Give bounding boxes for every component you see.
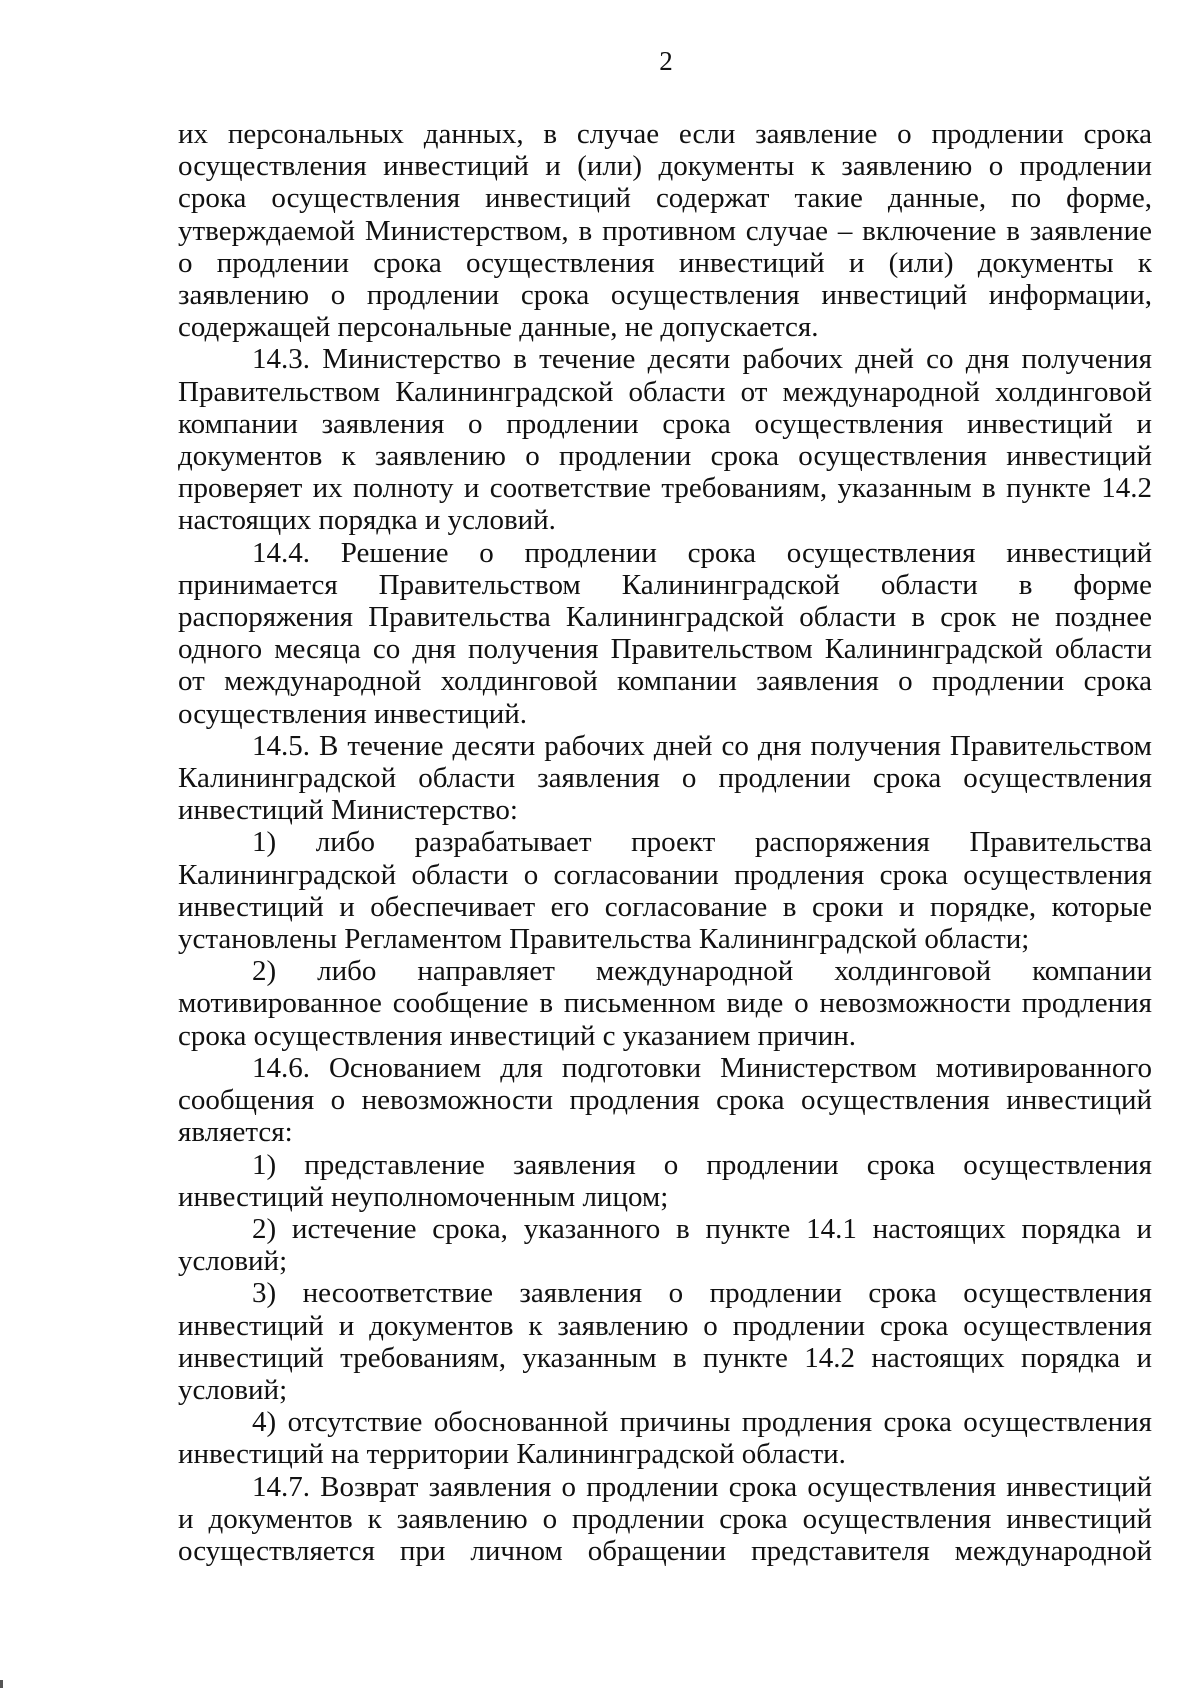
- paragraph-14-4: 14.4. Решение о продлении срока осуществления инвестиций принимается Правительством Калининградской области в форме распоряжения Правительства Калининградской области в срок не позднее одного месяца со дня получения Правительством Калининградской области от международной холдинговой компании заявления о продлении срока осуществления инвестиций.: [178, 536, 1152, 730]
- document-body: [178, 118, 1152, 1567]
- paragraph-14-6-item-1: 1) представление заявления о продлении срока осуществления инвестиций неуполномоченным лицом;: [178, 1148, 1152, 1213]
- paragraph-14-6-item-3: 3) несоответствие заявления о продлении срока осуществления инвестиций и документов к заявлению о продлении срока осуществления инвестиций требованиям, указанным в пункте 14.2 настоящих порядка и условий;: [178, 1277, 1152, 1406]
- paragraph-14-5-item-2: 2) либо направляет международной холдинговой компании мотивированное сообщение в письменном виде о невозможности продления срока осуществления инвестиций с указанием причин.: [178, 955, 1152, 1052]
- paragraph-14-6-item-2: 2) истечение срока, указанного в пункте 14.1 настоящих порядка и условий;: [178, 1212, 1152, 1278]
- scan-edge-mark: [0, 1680, 3, 1688]
- paragraph-14-6-item-4: 4) отсутствие обоснованной причины продления срока осуществления инвестиций на территории Калининградской области.: [178, 1406, 1152, 1471]
- paragraph-14-5: 14.5. В течение десяти рабочих дней со дня получения Правительством Калининградской области заявления о продлении срока осуществления инвестиций Министерство:: [178, 729, 1152, 827]
- paragraph-14-3: 14.3. Министерство в течение десяти рабочих дней со дня получения Правительством Калининградской области от международной холдинговой компании заявления о продлении срока осуществления инвестиций и документов к заявлению о продлении срока осуществления инвестиций проверяет их полноту и соответствие требованиям, указанным в пункте 14.2 настоящих порядка и условий.: [178, 343, 1152, 537]
- paragraph-continuation: их персональных данных, в случае если заявление о продлении срока осуществления инвестиций и (или) документы к заявлению о продлении срока осуществления инвестиций содержат такие данные, по форме, утверждаемой Министерством, в противном случае – включение в заявление о продлении срока осуществления инвестиций и (или) документы к заявлению о продлении срока осуществления инвестиций информации, содержащей персональные данные, не допускается.: [178, 118, 1152, 344]
- paragraph-14-7: 14.7. Возврат заявления о продлении срока осуществления инвестиций и документов к заявлению о продлении срока осуществления инвестиций осуществляется при личном обращении представителя международной: [178, 1470, 1152, 1567]
- paragraph-14-5-item-1: 1) либо разрабатывает проект распоряжения Правительства Калининградской области о согласовании продления срока осуществления инвестиций и обеспечивает его согласование в сроки и порядке, которые установлены Регламентом Правительства Калининградской области;: [178, 826, 1152, 956]
- paragraph-14-6: 14.6. Основанием для подготовки Министерством мотивированного сообщения о невозможности продления срока осуществления инвестиций является:: [178, 1051, 1152, 1149]
- page-number: 2: [659, 46, 673, 76]
